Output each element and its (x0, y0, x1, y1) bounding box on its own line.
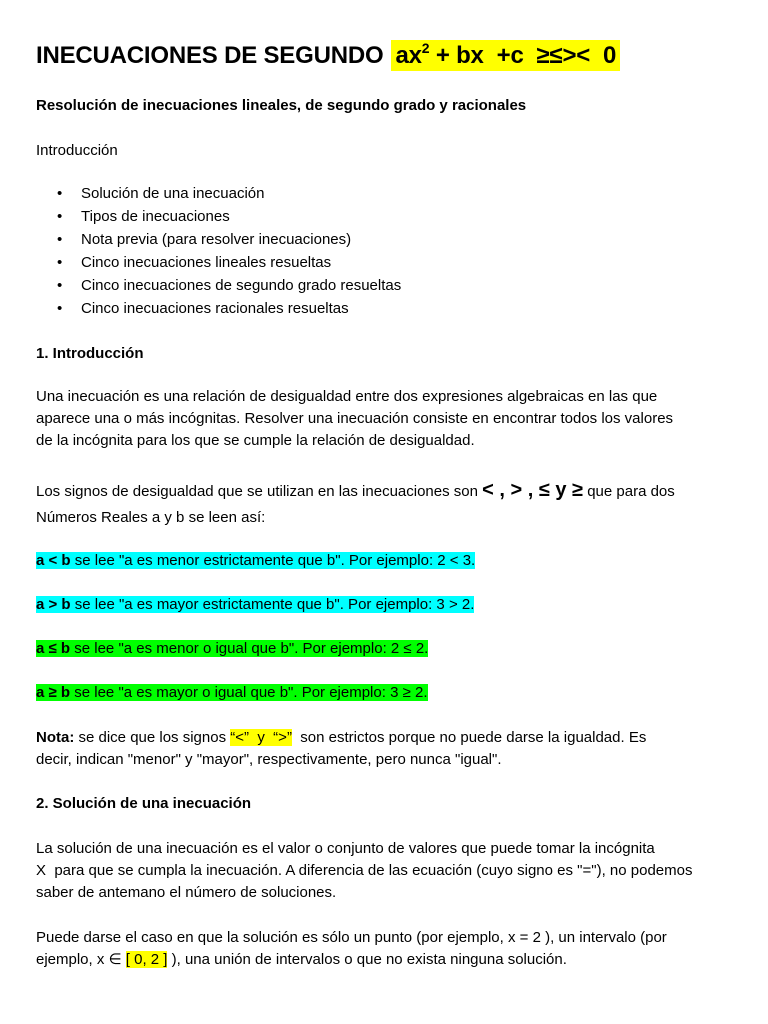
signs-paragraph (36, 480, 675, 502)
note-paragraph (36, 727, 646, 748)
title-text: INECUACIONES DE SEGUNDO (36, 42, 384, 69)
note-text: se dice que los signos (74, 729, 231, 746)
interval-paragraph (36, 949, 567, 970)
rule-less-than (36, 550, 475, 571)
rule-text: se lee "a es mayor estrictamente que b". Por ejemplo: 3 > 2. (70, 596, 475, 613)
interval-example: [ 0, 2 ] (125, 951, 168, 968)
rule-greater-than (36, 594, 474, 615)
signs-text-end: que para dos (583, 483, 675, 500)
rule-text: se lee "a es mayor o igual que b". Por ejemplo: 3 ≥ 2. (70, 684, 428, 701)
paragraph-line: La solución de una inecuación es el valor o conjunto de valores que puede tomar la incógnita (36, 840, 655, 857)
list-item: • Tipos de inecuaciones (36, 205, 401, 228)
intro-heading: Introducción (36, 142, 118, 159)
paragraph-line: saber de antemano el número de soluciones. (36, 884, 337, 901)
title-equation (391, 40, 620, 71)
paragraph-line: X para que se cumpla la inecuación. A diferencia de las ecuación (cuyo signo es "="), no podemos (36, 862, 693, 879)
paragraph-line: de la incógnita para los que se cumple la relación de desigualdad. (36, 432, 475, 449)
paragraph-line: Puede darse el caso en que la solución es sólo un punto (por ejemplo, x = 2 ), un intervalo (por (36, 929, 667, 946)
list-item: • Cinco inecuaciones racionales resueltas (36, 297, 401, 320)
page-title (36, 40, 620, 70)
rule-text: se lee "a es menor estrictamente que b". Por ejemplo: 2 < 3. (70, 552, 476, 569)
list-item: • Nota previa (para resolver inecuaciones) (36, 228, 401, 251)
list-item: • Cinco inecuaciones de segundo grado resueltas (36, 274, 401, 297)
interval-text-end: ), una unión de intervalos o que no exista ninguna solución. (167, 951, 567, 968)
rule-symbol: a ≥ b (36, 684, 71, 701)
rule-symbol: a < b (36, 552, 71, 569)
equation-exponent: 2 (421, 40, 430, 56)
strict-signs: “<” y “>” (230, 729, 292, 746)
list-item: • Solución de una inecuación (36, 182, 401, 205)
rule-greater-equal (36, 682, 428, 703)
rule-symbol: a > b (36, 596, 71, 613)
equation-rest: + bx +c ≥≤>< 0 (435, 42, 617, 69)
paragraph-line: decir, indican "menor" y "mayor", respectivamente, pero nunca "igual". (36, 751, 502, 768)
rule-symbol: a ≤ b (36, 640, 71, 657)
inequality-signs: < , > , ≤ y ≥ (482, 479, 584, 501)
paragraph-line: aparece una o más incógnitas. Resolver una inecuación consiste en encontrar todos los valores (36, 410, 674, 427)
paragraph-line: Una inecuación es una relación de desigualdad entre dos expresiones algebraicas en las que (36, 388, 658, 405)
table-of-contents (36, 182, 401, 320)
note-text: son estrictos porque no puede darse la igualdad. Es (291, 729, 647, 746)
paragraph-line: Números Reales a y b se leen así: (36, 509, 266, 526)
note-label: Nota: (36, 729, 75, 746)
equation-ax: ax (395, 42, 422, 69)
signs-text-start: Los signos de desigualdad que se utilizan en las inecuaciones son (36, 483, 483, 500)
rule-less-equal (36, 638, 428, 659)
subtitle: Resolución de inecuaciones lineales, de segundo grado y racionales (36, 97, 527, 114)
section1-heading: 1. Introducción (36, 345, 144, 362)
rule-text: se lee "a es menor o igual que b". Por ejemplo: 2 ≤ 2. (70, 640, 429, 657)
list-item: • Cinco inecuaciones lineales resueltas (36, 251, 401, 274)
interval-text-start: ejemplo, x ∈ (36, 951, 126, 968)
section2-heading: 2. Solución de una inecuación (36, 795, 252, 812)
